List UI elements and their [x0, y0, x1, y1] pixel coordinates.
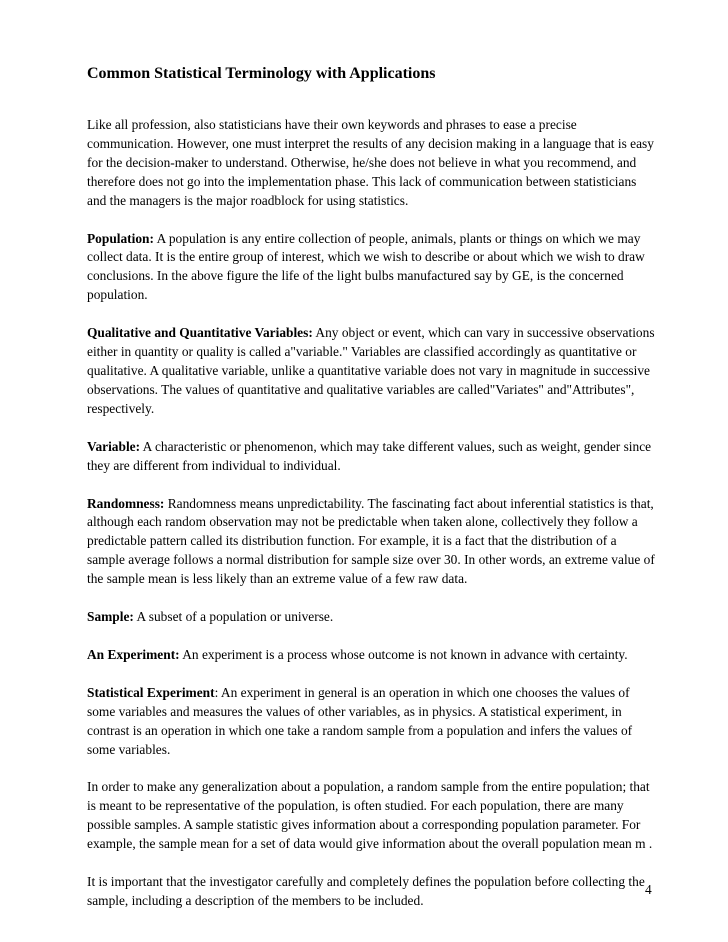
paragraph-text: A population is any entire collection of people, animals, plants or things on which we may collect data. It is the entire group of interest, which we wish to describe or about which we wish to draw conclusions. In the above figure the life of the light bulbs manufactured say by GE, is the concerned population.: [87, 230, 645, 303]
term-label: Variable:: [87, 438, 141, 454]
paragraph-text: Any object or event, which can vary in successive observations either in quantity or quality is called a"variable." Variables are classified accordingly as quantitative or qualitative. A qualitative variable, unlike a quantitative variable does not vary in magnitude in successive observations. The values of quantitative and qualitative variables are called"Variates" and"Attributes", respectively.: [87, 325, 655, 416]
paragraph-intro: [87, 116, 655, 211]
term-label: Randomness:: [87, 495, 165, 511]
term-label: An Experiment:: [87, 646, 180, 662]
paragraph-population: [87, 230, 655, 306]
page-title: Common Statistical Terminology with Applications: [87, 65, 436, 82]
term-label: Qualitative and Quantitative Variables:: [87, 325, 313, 341]
term-label: Population:: [87, 230, 154, 246]
paragraph-text: In order to make any generalization about a population, a random sample from the entire population; that is meant to be representative of the population, is often studied. For each population, there are many possible samples. A sample statistic gives information about a corresponding population parameter. For example, the sample mean for a set of data would give information about the overall population mean m .: [87, 779, 653, 852]
paragraph-text: Like all profession, also statisticians have their own keywords and phrases to ease a precise communication. However, one must interpret the results of any decision making in a language that is easy for the decision-maker to understand. Otherwise, he/she does not believe in what you recommend, and therefore does not go into the implementation phase. This lack of communication between statisticians and the managers is the major roadblock for using statistics.: [87, 117, 654, 208]
paragraph-variables: [87, 324, 655, 419]
document-page: [87, 64, 655, 930]
paragraph-generalization: [87, 778, 655, 854]
paragraph-randomness: [87, 495, 655, 590]
term-label: Sample:: [87, 609, 134, 625]
paragraph-variable: [87, 438, 655, 476]
page-number: 4: [645, 882, 652, 897]
term-label: Statistical Experiment: [87, 684, 215, 700]
paragraph-text: Randomness means unpredictability. The fascinating fact about inferential statistics is that, although each random observation may not be predictable when taken alone, collectively they follow a predictable pattern called its distribution function. For example, it is a fact that the distribution of a sample average follows a normal distribution for sample size over 30. In other words, an extreme value of the sample mean is less likely than an extreme value of a few raw data.: [87, 495, 655, 587]
paragraph-text: A subset of a population or universe.: [133, 609, 334, 625]
paragraph-text: It is important that the investigator carefully and completely defines the population before collecting the sample, including a description of the members to be included.: [87, 874, 645, 908]
paragraph-experiment: [87, 646, 655, 665]
paragraph-investigator: [87, 873, 655, 911]
paragraph-text: : An experiment in general is an operation in which one chooses the values of some variables and measures the values of other variables, as in physics. A statistical experiment, in contrast is an operation in which one take a random sample from a population and infers the values of some variables.: [87, 684, 633, 757]
paragraph-text: An experiment is a process whose outcome is not known in advance with certainty.: [179, 646, 628, 662]
paragraph-statistical-experiment: [87, 684, 655, 760]
paragraph-text: A characteristic or phenomenon, which may take different values, such as weight, gender since they are different from individual to individual.: [87, 438, 652, 473]
paragraph-sample: [87, 608, 655, 627]
